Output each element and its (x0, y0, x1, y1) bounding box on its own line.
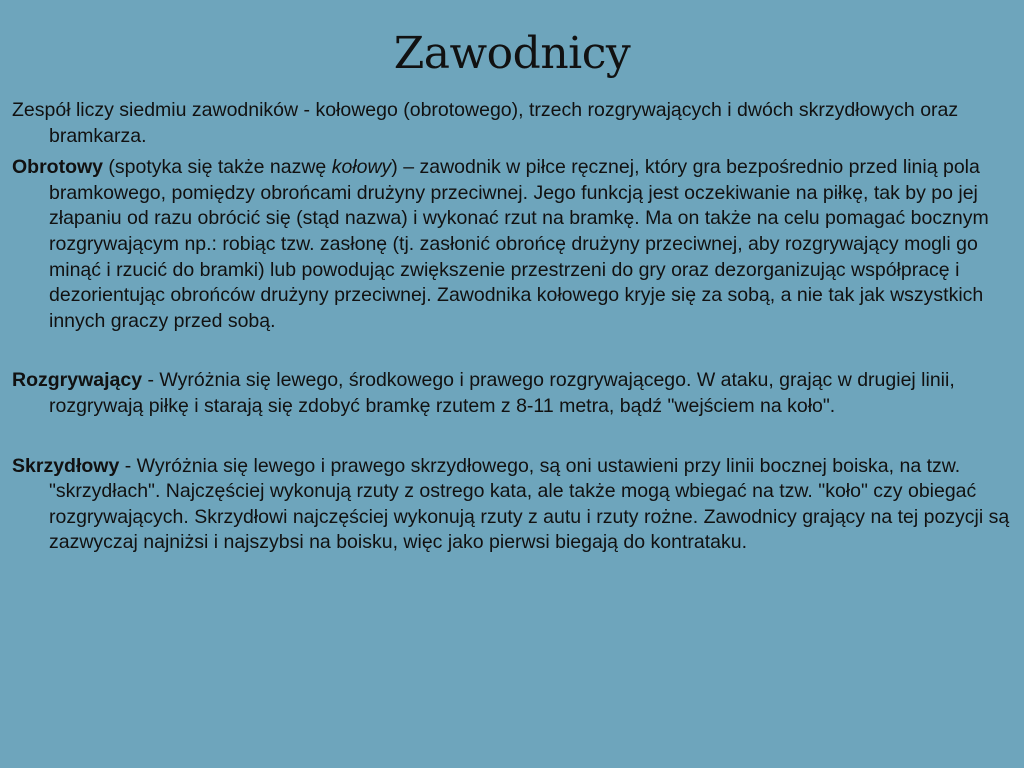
paragraph-text-part: ) – zawodnik w piłce ręcznej, który gra bezpośrednio przed linią pola bramkowego, pomiędzy obrońcami drużyny przeciwnej. Jego funkcją jest oczekiwanie na piłkę, tak by po jej złapaniu od razu obrócić się (stąd nazwa) i wykonać rzut na bramkę. Ma on także na celu pomagać bocznym rozgrywającym np.: robiąc tzw. zasłonę (tj. zasłonić obrońcę drużyny przeciwnej, aby rozgrywający mogli go minąć i rzucić do bramki) lub powodując zwiększenie przestrzeni do gry oraz dezorganizując współpracę i dezorientując obrońców drużyny przeciwnej. Zawodnika kołowego kryje się za sobą, a nie tak jak wszystkich innych graczy przed sobą. (49, 156, 989, 332)
paragraph-team-composition (12, 98, 1014, 149)
paragraph-text-part: (spotyka się także nazwę (103, 156, 332, 179)
paragraph-rozgrywajacy (12, 368, 1014, 419)
term-obrotowy: Obrotowy (12, 156, 103, 179)
italic-term-kolowy: kołowy (331, 156, 392, 179)
paragraph-skrzydlowy (12, 454, 1014, 556)
paragraph-text-part: - Wyróżnia się lewego i prawego skrzydłowego, są oni ustawieni przy linii bocznej boiska, na tzw. "skrzydłach". Najczęściej wykonują rzuty z ostrego kata, ale także mogą wbiegać na tzw. "koło" czy obiegać rozgrywających. Skrzydłowi najczęściej wykonują rzuty z autu i rzuty rożne. Zawodnicy grający na tej pozycji są zazwyczaj najniżsi i najszybsi na boisku, więc jako pierwsi biegają do kontrataku. (49, 454, 1010, 554)
term-rozgrywajacy: Rozgrywający (12, 369, 143, 392)
slide-title: Zawodnicy (393, 28, 631, 79)
paragraph-text: Zespół liczy siedmiu zawodników - kołowego (obrotowego), trzech rozgrywających i dwóch skrzydłowych oraz bramkarza. (12, 99, 959, 147)
term-skrzydlowy: Skrzydłowy (12, 454, 120, 477)
paragraph-text-part: - Wyróżnia się lewego, środkowego i prawego rozgrywającego. W ataku, grając w drugiej linii, rozgrywają piłkę i starają się zdobyć bramkę rzutem z 8-11 metra, bądź "wejściem na koło". (49, 369, 955, 417)
slide-body (12, 98, 1014, 562)
paragraph-obrotowy (12, 155, 1014, 334)
